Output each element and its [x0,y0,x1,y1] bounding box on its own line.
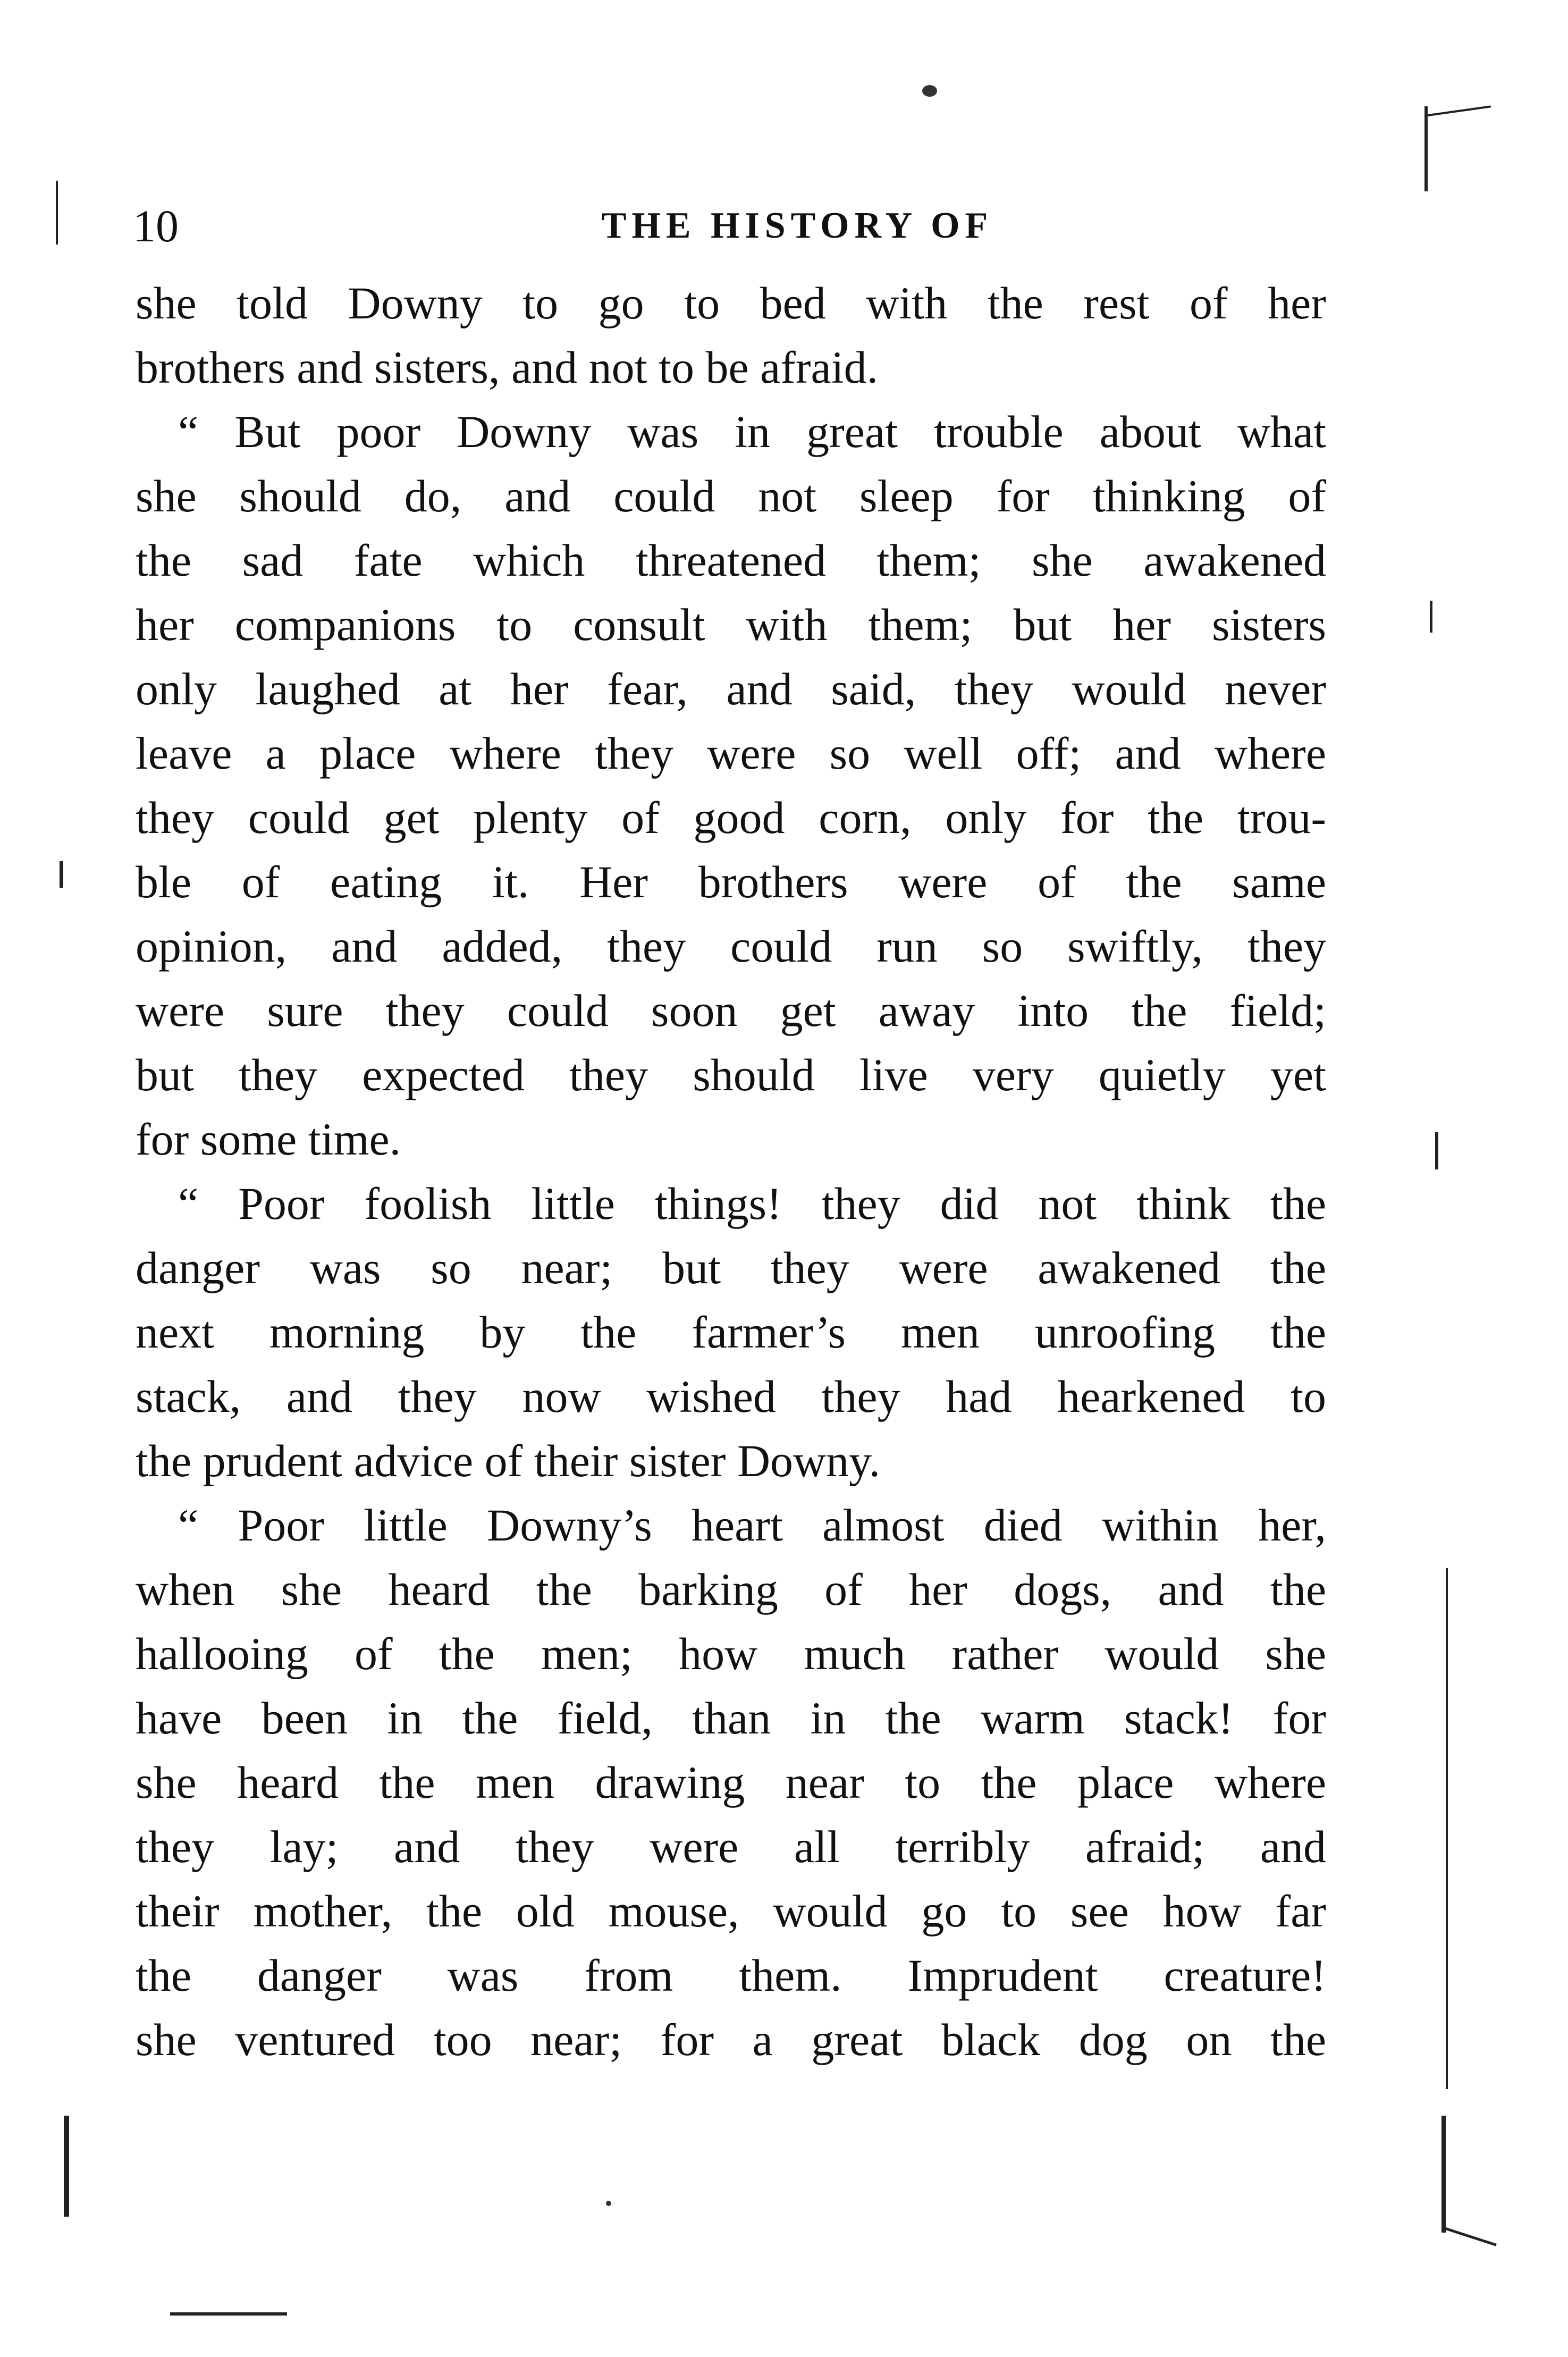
text-line: hallooing of the men; how much rather would she [136,1628,1326,1679]
text-line: brothers and sisters, and not to be afraid. [136,342,879,393]
right-edge-mark-top [1424,106,1428,191]
scan-speck-bottom [606,2201,611,2206]
text-line: only laughed at her fear, and said, they would never [136,663,1326,714]
paragraph [136,1172,1326,1493]
text-line: the danger was from them. Imprudent creature! [136,1950,1326,2001]
page-number: 10 [133,200,179,251]
text-line: leave a place where they were so well off; and where [136,728,1326,779]
text-line: “ But poor Downy was in great trouble about what [178,406,1326,457]
right-edge-mark-mid2 [1435,1132,1438,1169]
text-line: ble of eating it. Her brothers were of the same [136,856,1326,907]
paragraph [136,1493,1326,2072]
text-line: “ Poor foolish little things! they did not think the [178,1178,1326,1229]
text-line: stack, and they now wished they had hearkened to [136,1371,1326,1422]
text-line: “ Poor little Downy’s heart almost died within her, [178,1500,1326,1551]
left-edge-mark-top [56,181,58,245]
right-edge-line-lower [1446,1568,1448,2089]
text-line: their mother, the old mouse, would go to see how far [136,1885,1326,1937]
text-line: they could get plenty of good corn, only for the trou- [136,792,1326,843]
text-line: she heard the men drawing near to the place where [136,1757,1326,1808]
text-line: have been in the field, than in the warm stack! for [136,1693,1326,1744]
text-line: she told Downy to go to bed with the rest of her [136,277,1326,329]
scan-speck-top [922,85,937,97]
text-line: the prudent advice of their sister Downy. [136,1435,881,1486]
running-title: THE HISTORY OF [601,205,993,246]
body-text [136,271,1326,2072]
page-header [133,191,1318,260]
paragraph [136,271,1326,400]
text-line: for some time. [136,1114,401,1165]
text-line: danger was so near; but they were awakened the [136,1242,1326,1293]
right-edge-tick-top [1428,105,1491,116]
right-edge-mark-bottom [1441,2116,1446,2233]
bottom-edge-line [170,2312,287,2316]
text-line: her companions to consult with them; but her sisters [136,599,1326,650]
text-line: she should do, and could not sleep for thinking of [136,470,1326,521]
left-edge-mark-mid [60,861,63,888]
right-edge-mark-mid [1430,601,1432,633]
text-line: she ventured too near; for a great black dog on the [136,2014,1326,2065]
left-edge-mark-bottom [64,2116,69,2217]
text-line: opinion, and added, they could run so swiftly, they [136,921,1326,972]
text-line: the sad fate which threatened them; she awakened [136,535,1326,586]
text-line: next morning by the farmer’s men unroofing the [136,1307,1326,1358]
text-line: when she heard the barking of her dogs, and the [136,1564,1326,1615]
text-line: were sure they could soon get away into the field; [136,985,1326,1036]
right-edge-tick-bottom [1445,2227,1497,2246]
text-line: they lay; and they were all terribly afraid; and [136,1821,1326,1872]
text-line: but they expected they should live very quietly yet [136,1049,1326,1100]
paragraph [136,400,1326,1172]
